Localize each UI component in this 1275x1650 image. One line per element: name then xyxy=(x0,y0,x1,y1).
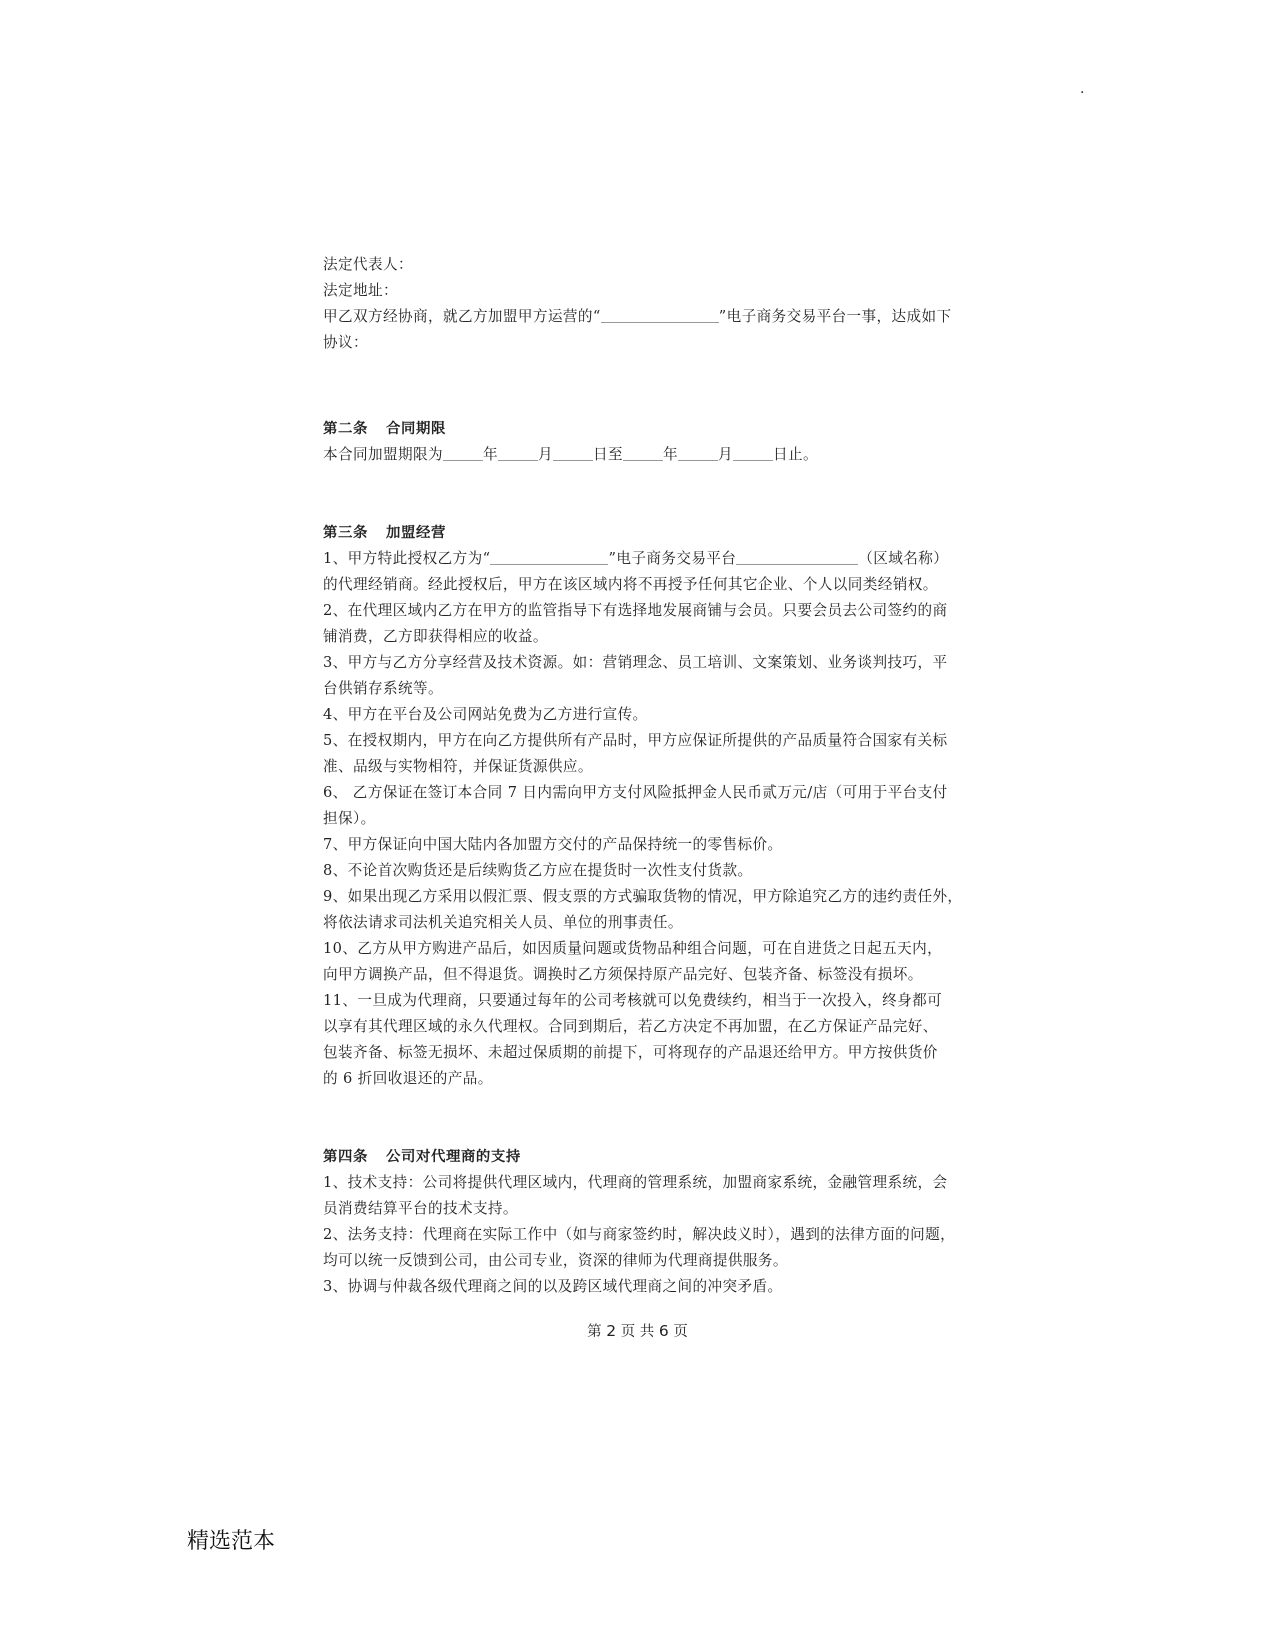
clause-3-5-line-1: 5、在授权期内，甲方在向乙方提供所有产品时，甲方应保证所提供的产品质量符合国家有关标 xyxy=(323,732,948,749)
clause-3-7-line-1: 7、甲方保证向中国大陆内各加盟方交付的产品保持统一的零售标价。 xyxy=(323,836,783,853)
section-4-heading xyxy=(323,1144,963,1170)
page-mid: 页 共 xyxy=(620,1324,655,1340)
year-label: 年 xyxy=(482,446,498,463)
clause-3-3-line-2: 台供销存系统等。 xyxy=(323,680,443,697)
corner-mark: . xyxy=(1080,81,1085,97)
platform-blank xyxy=(490,550,608,565)
page-prefix: 第 xyxy=(587,1324,602,1340)
legal-address-line: 法定地址： xyxy=(323,282,398,299)
clause-3-11-line-4: 的 6 折回收退还的产品。 xyxy=(323,1070,493,1087)
clause-3-11-line-1: 11、一旦成为代理商，只要通过每年的公司考核就可以免费续约，相当于一次投入，终身都可 xyxy=(323,992,943,1009)
year-label-end: 年 xyxy=(662,446,678,463)
contract-term-line xyxy=(323,442,963,468)
clause-3-4-line-1: 4、甲方在平台及公司网站免费为乙方进行宣传。 xyxy=(323,706,648,723)
agreement-pre: 甲乙双方经协商，就乙方加盟甲方运营的“ xyxy=(323,308,601,325)
agreement-post: ”电子商务交易平台一事，达成如下 xyxy=(718,308,952,325)
legal-representative-line: 法定代表人： xyxy=(323,256,413,273)
clause-3-8-line-1: 8、不论首次购货还是后续购货乙方应在提货时一次性支付货款。 xyxy=(323,862,753,879)
clause-4-2-line-2: 均可以统一反馈到公司，由公司专业，资深的律师为代理商提供服务。 xyxy=(323,1252,788,1269)
clause-3-11-line-2: 以享有其代理区域的永久代理权。合同到期后，若乙方决定不再加盟，在乙方保证产品完好、 xyxy=(323,1018,938,1035)
clause-3-10-line-2: 向甲方调换产品，但不得退货。调换时乙方须保持原产品完好、包装齐备、标签没有损坏。 xyxy=(323,966,923,983)
clause-3-3-line-1: 3、甲方与乙方分享经营及技术资源。如：营销理念、员工培训、文案策划、业务谈判技巧，平 xyxy=(323,654,948,671)
start-month-blank xyxy=(498,446,538,461)
document-body xyxy=(323,252,963,1300)
section-4-number: 第四条 xyxy=(323,1149,368,1165)
clause-3-1-line-2: 的代理经销商。经此授权后，甲方在该区域内将不再授予任何其它企业、个人以同类经销权。 xyxy=(323,576,938,593)
end-year-blank xyxy=(623,446,663,461)
clause-4-3-line-1: 3、协调与仲裁各级代理商之间的以及跨区域代理商之间的冲突矛盾。 xyxy=(323,1278,783,1295)
clause-3-11-line-3: 包装齐备、标签无损坏、未超过保质期的前提下，可将现存的产品退还给甲方。甲方按供货价 xyxy=(323,1044,938,1061)
section-2-heading xyxy=(323,416,963,442)
page-suffix: 页 xyxy=(673,1324,688,1340)
term-lead: 本合同加盟期限为 xyxy=(323,446,443,463)
section-2-number: 第二条 xyxy=(323,421,368,437)
clause-3-5-line-2: 准、品级与实物相符，并保证货源供应。 xyxy=(323,758,593,775)
page-total: 6 xyxy=(658,1322,669,1340)
clause-3-9-line-2: 将依法请求司法机关追究相关人员、单位的刑事责任。 xyxy=(323,914,683,931)
clause-3-10-line-1: 10、乙方从甲方购进产品后，如因质量问题或货物品种组合问题，可在自进货之日起五天内， xyxy=(323,940,943,957)
platform-name-blank xyxy=(601,308,719,323)
clause-3-1-b: ”电子商务交易平台 xyxy=(608,550,737,567)
start-day-blank xyxy=(553,446,593,461)
clause-3-2-line-1: 2、在代理区域内乙方在甲方的监管指导下有选择地发展商铺与会员。只要会员去公司签约的商 xyxy=(323,602,948,619)
clause-3-1-c: （区域名称） xyxy=(858,550,949,567)
section-3-heading xyxy=(323,520,963,546)
clause-3-1-a: 1、甲方特此授权乙方为“ xyxy=(323,550,491,567)
section-2-title: 合同期限 xyxy=(385,421,446,437)
month-label: 月 xyxy=(537,446,553,463)
clause-3-6-line-2: 担保）。 xyxy=(323,810,376,827)
section-4-title: 公司对代理商的支持 xyxy=(385,1149,521,1165)
day-end-label: 日止。 xyxy=(772,446,818,463)
clause-3-9-line-1: 9、如果出现乙方采用以假汇票、假支票的方式骗取货物的情况，甲方除追究乙方的违约责任外， xyxy=(323,888,963,905)
agreement-continued: 协议： xyxy=(323,334,368,351)
end-month-blank xyxy=(678,446,718,461)
clause-3-2-line-2: 铺消费，乙方即获得相应的收益。 xyxy=(323,628,548,645)
clause-4-1-line-2: 员消费结算平台的技术支持。 xyxy=(323,1200,518,1217)
section-3-title: 加盟经营 xyxy=(385,525,446,541)
section-3-number: 第三条 xyxy=(323,525,368,541)
region-blank xyxy=(736,550,858,565)
watermark-text: 精选范本 xyxy=(187,1529,276,1554)
start-year-blank xyxy=(443,446,483,461)
end-day-blank xyxy=(733,446,773,461)
clause-3-1-line-1 xyxy=(323,546,963,572)
clause-4-1-line-1: 1、技术支持：公司将提供代理区域内，代理商的管理系统，加盟商家系统，金融管理系统，会 xyxy=(323,1174,948,1191)
page-current: 2 xyxy=(606,1322,617,1340)
day-to-label: 日至 xyxy=(592,446,623,463)
clause-3-6-line-1: 6、 乙方保证在签订本合同 7 日内需向甲方支付风险抵押金人民币贰万元/店（可用于平台支付 xyxy=(323,784,948,801)
clause-4-2-line-1: 2、法务支持：代理商在实际工作中（如与商家签约时，解决歧义时），遇到的法律方面的问题， xyxy=(323,1226,956,1243)
month-label-end: 月 xyxy=(717,446,733,463)
page-number xyxy=(0,1321,1275,1342)
agreement-line xyxy=(323,304,963,330)
